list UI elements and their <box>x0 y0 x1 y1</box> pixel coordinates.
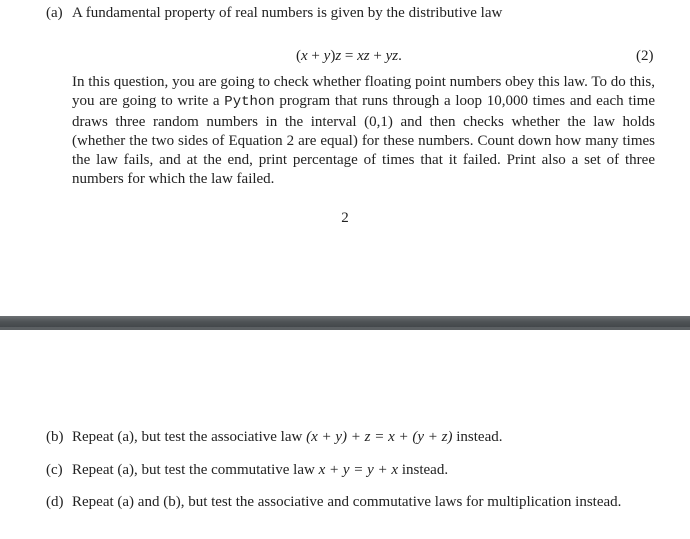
document-page-2 <box>0 330 690 539</box>
part-a-intro-text: A fundamental property of real numbers is given by the distributive law <box>72 5 503 21</box>
part-d <box>46 493 656 533</box>
part-c <box>46 461 666 481</box>
page-separator <box>0 316 690 330</box>
part-b-text: Repeat (a), but test the associative law (x + y) + z = x + (y + z) instead. <box>72 429 503 445</box>
page-number: 2 <box>341 210 349 226</box>
part-c-label: (c) <box>46 462 63 478</box>
part-b <box>46 428 666 448</box>
part-c-text: Repeat (a), but test the commutative law x + y = y + x instead. <box>72 462 449 478</box>
part-a-paragraph: In this question, you are going to check whether floating point numbers obey this law. To do this, you are going to write a Python program that runs through a loop 10,000 times and each time draws three random numbers in the interval (0,1) and then checks whether the law holds (whether the two sides of Equation 2 are equal) for these numbers. Count down how many times the law fails, and at the end, print percentage of times that it failed. Print also a set of three numbers for which the law failed. <box>72 74 656 188</box>
python-code-word: Python <box>224 94 275 111</box>
part-a-label: (a) <box>46 5 63 21</box>
commutative-formula: x + y = y + x <box>318 462 399 478</box>
associative-formula: (x + y) + z = x + (y + z) <box>306 429 453 445</box>
part-d-label: (d) <box>46 494 64 510</box>
part-b-label: (b) <box>46 429 64 445</box>
part-d-text: Repeat (a) and (b), but test the associative and commutative laws for multiplication instead. <box>72 494 622 510</box>
equation-body: (x + y)z = xz + yz. <box>296 48 402 64</box>
equation-number: (2) <box>636 48 654 64</box>
